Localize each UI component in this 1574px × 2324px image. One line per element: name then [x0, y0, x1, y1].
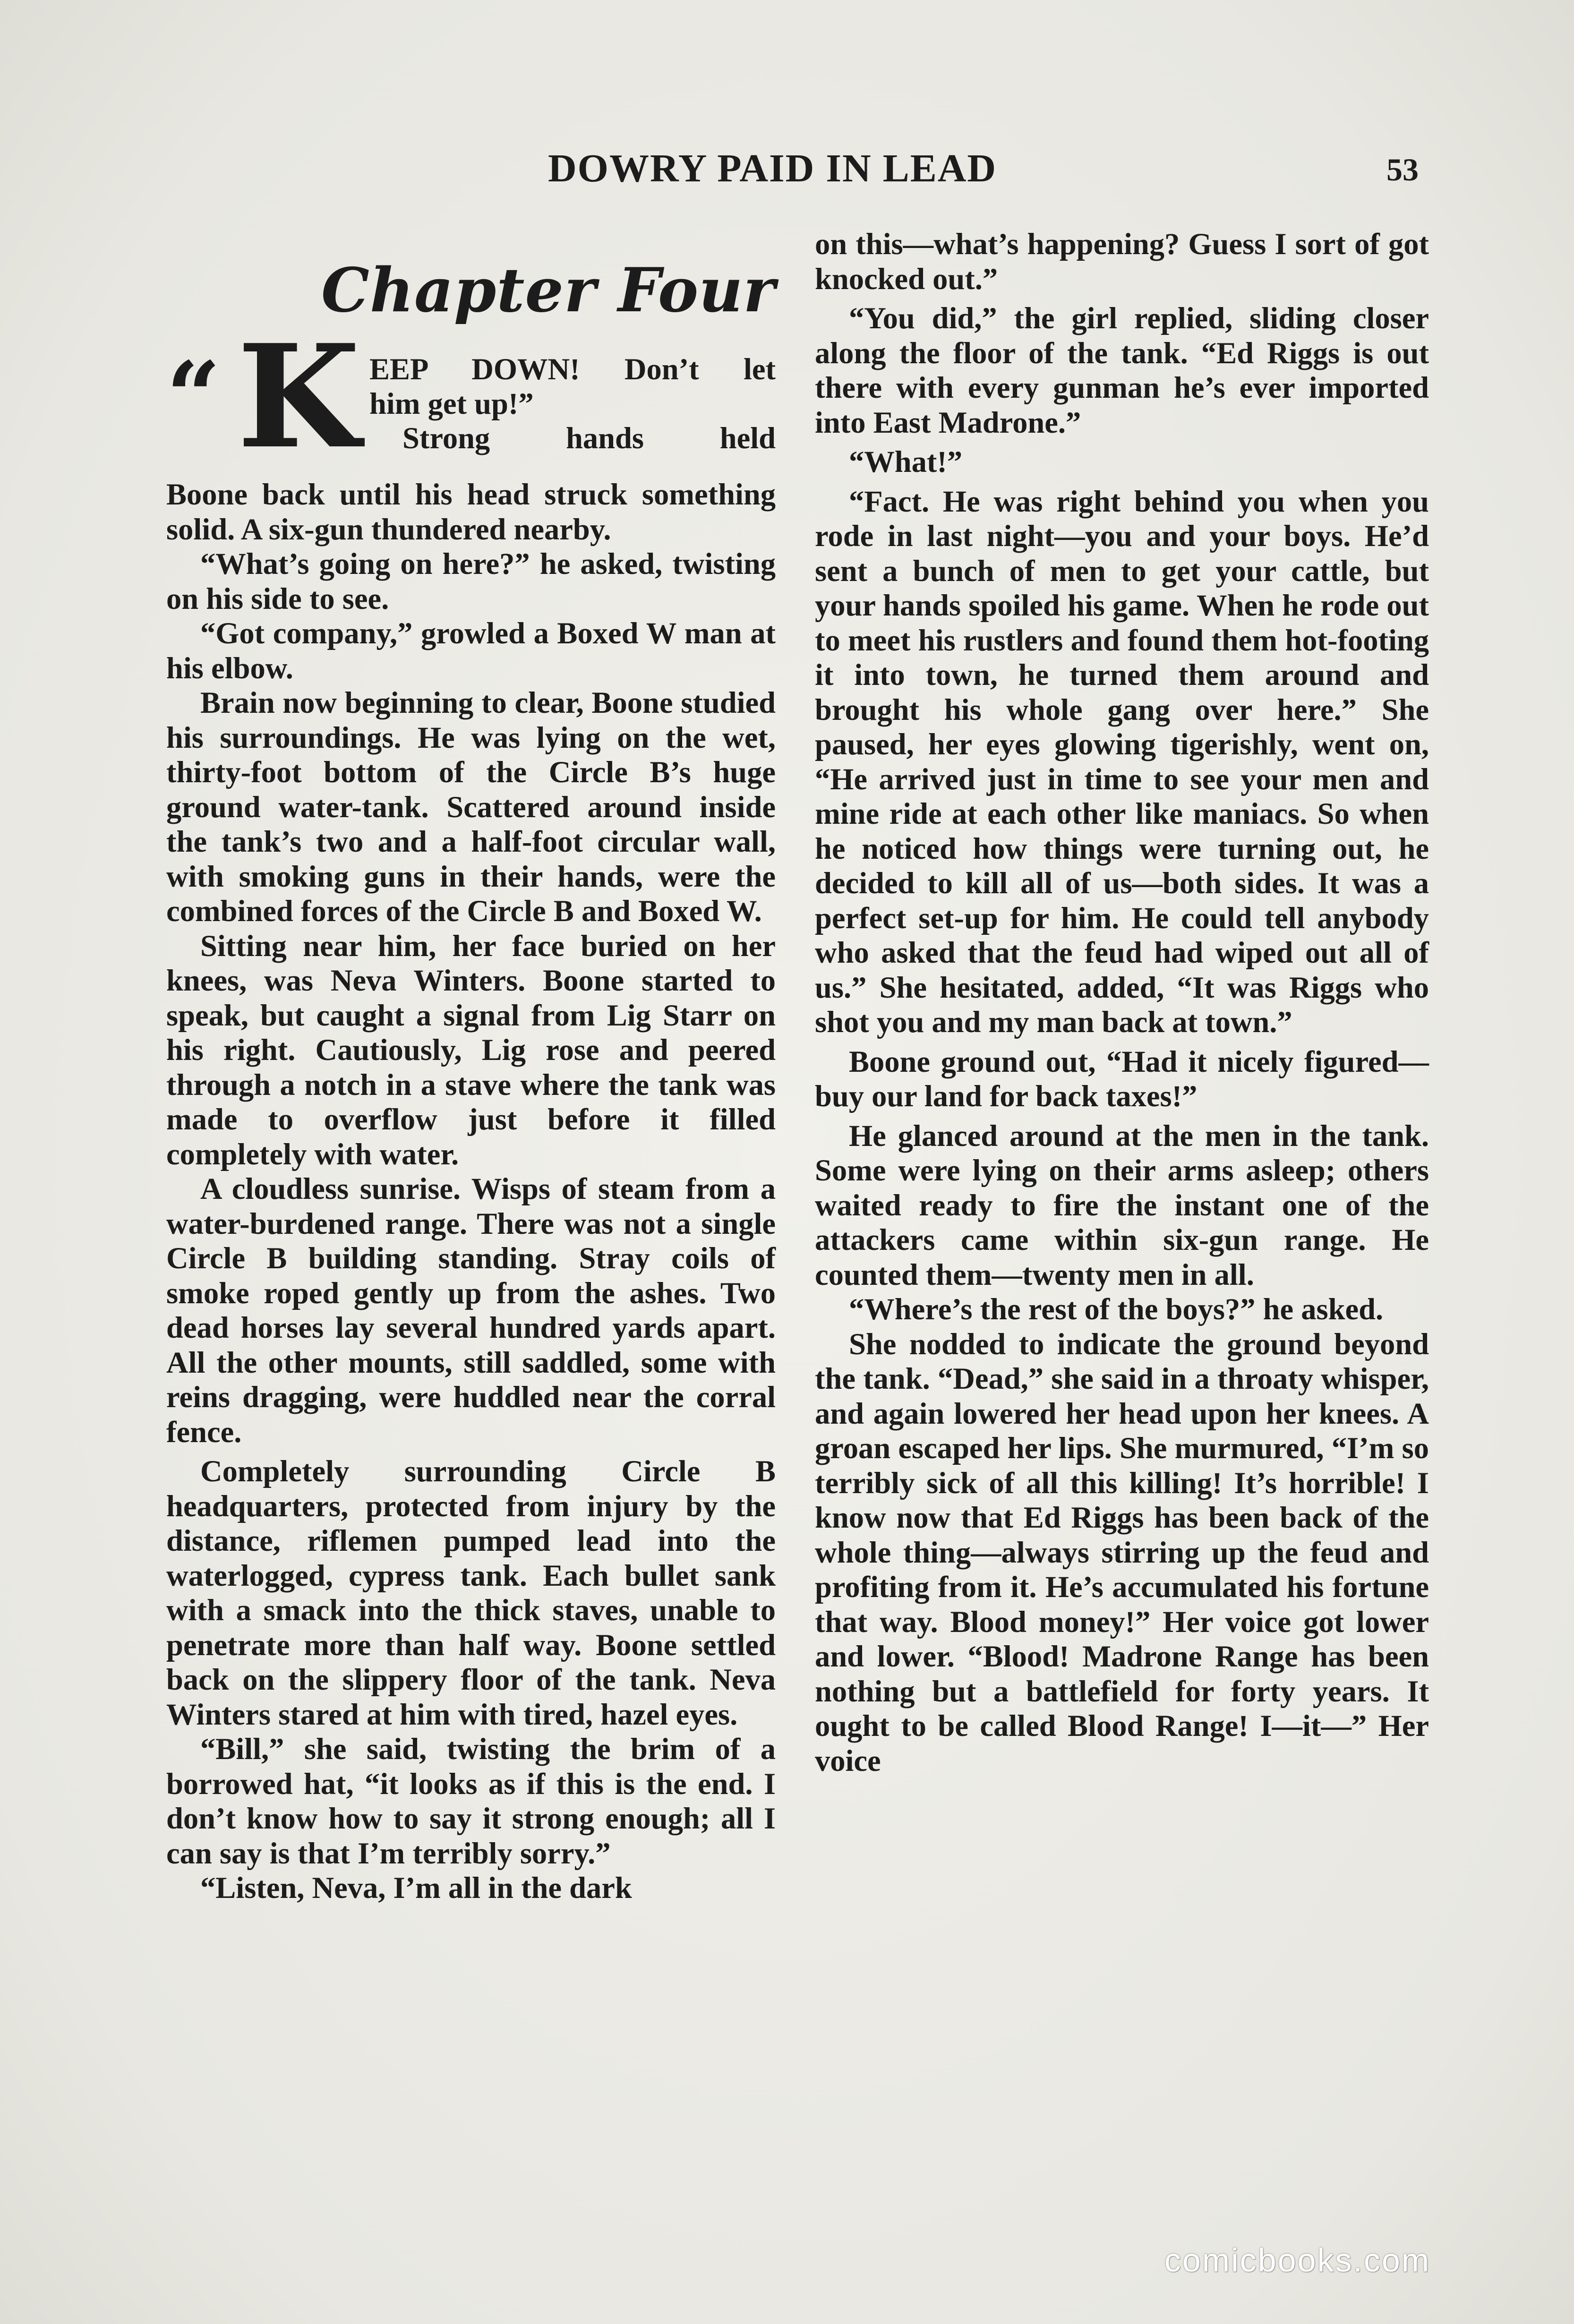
- running-title: DOWRY PAID IN LEAD: [548, 146, 997, 190]
- paragraph: “What’s going on here?” he asked, twisting on his side to see.: [166, 547, 776, 615]
- chapter-heading: Chapter Four: [321, 255, 776, 326]
- paragraph: “What!”: [849, 445, 963, 478]
- page-number: 53: [1386, 152, 1419, 188]
- site-watermark: comicbooks.com: [1164, 2242, 1431, 2279]
- opening-line-3: Strong hands held: [402, 421, 776, 455]
- opening-quote-mark: “: [166, 341, 221, 452]
- paragraph: on this—what’s happening? Guess I sort of got knocked out.”: [815, 227, 1429, 296]
- paragraph: “Listen, Neva, I’m all in the dark: [200, 1871, 632, 1905]
- drop-cap: K: [237, 313, 360, 480]
- paragraph: Brain now beginning to clear, Boone studied his surroundings. He was lying on the wet, thirty-foot bottom of the Circle B’s huge ground water-tank. Scattered around inside the tank’s two and a half-foot circular wall, with smoking guns in their hands, were the combined forces of the Circle B and Boxed W.: [166, 686, 776, 928]
- story-opening: [166, 313, 776, 482]
- paragraph: He glanced around at the men in the tank. Some were lying on their arms asleep; others waited ready to fire the instant one of the attackers came within six-gun range. He counted them—twenty men in all.: [815, 1119, 1429, 1291]
- left-column: [166, 477, 776, 1905]
- paragraph: Boone ground out, “Had it nicely figured—buy our land for back taxes!”: [815, 1044, 1429, 1113]
- paragraph: She nodded to indicate the ground beyond the tank. “Dead,” she said in a throaty whisper, and again lowered her head upon her knees. A groan escaped her lips. She murmured, “I’m so terribly sick of all this killing! It’s horrible! I know now that Ed Riggs has been back of the whole thing—always stirring up the feud and profiting from it. He’s accumulated his fortune that way. Blood money!” Her voice got lower and lower. “Blood! Madrone Range has been nothing but a battlefield for forty years. It ought to be called Blood Range! I—it—” Her voice: [815, 1327, 1429, 1777]
- paragraph: A cloudless sunrise. Wisps of steam from a water-burdened range. There was not a single Circle B building standing. Stray coils of smoke roped gently up from the ashes. Two dead horses lay several hundred yards apart. All the other mounts, still saddled, some with reins dragging, were huddled near the corral fence.: [166, 1172, 776, 1449]
- paragraph: Boone back until his head struck something solid. A six-gun thundered nearby.: [166, 478, 776, 546]
- paragraph: “You did,” the girl replied, sliding closer along the floor of the tank. “Ed Riggs is out there with every gunman he’s ever imported into East Madrone.”: [815, 301, 1429, 439]
- opening-line-1: EEP DOWN! Don’t let: [369, 352, 776, 386]
- opening-line-2: him get up!”: [369, 387, 534, 420]
- paragraph: Sitting near him, her face buried on her knees, was Neva Winters. Boone started to speak, but caught a signal from Lig Starr on his right. Cautiously, Lig rose and peered through a notch in a stave where the tank was made to overflow just before it filled completely with water.: [166, 929, 776, 1171]
- right-column: [815, 227, 1429, 1778]
- paragraph: “Bill,” she said, twisting the brim of a borrowed hat, “it looks as if this is the end. I don’t know how to say it strong enough; all I can say is that I’m terribly sorry.”: [166, 1732, 776, 1870]
- paragraph: “Where’s the rest of the boys?” he asked.: [849, 1292, 1384, 1326]
- paragraph: “Got company,” growled a Boxed W man at his elbow.: [166, 616, 776, 685]
- paragraph: Completely surrounding Circle B headquarters, protected from injury by the distance, riflemen pumped lead into the waterlogged, cypress tank. Each bullet sank with a smack into the thick staves, unable to penetrate more than half way. Boone settled back on the slippery floor of the tank. Neva Winters stared at him with tired, hazel eyes.: [166, 1454, 776, 1731]
- paragraph: “Fact. He was right behind you when you rode in last night—you and your boys. He’d sent a bunch of men to get your cattle, but your hands spoiled his game. When he rode out to meet his rustlers and found them hot-footing it into town, he turned them around and brought his whole gang over here.” She paused, her eyes glowing tigerishly, went on, “He arrived just in time to see your men and mine ride at each other like maniacs. So when he noticed how things were turning out, he decided to kill all of us—both sides. It was a perfect set-up for him. He could tell anybody who asked that the feud had wiped out all of us.” She hesitated, added, “It was Riggs who shot you and my man back at town.”: [815, 484, 1429, 1039]
